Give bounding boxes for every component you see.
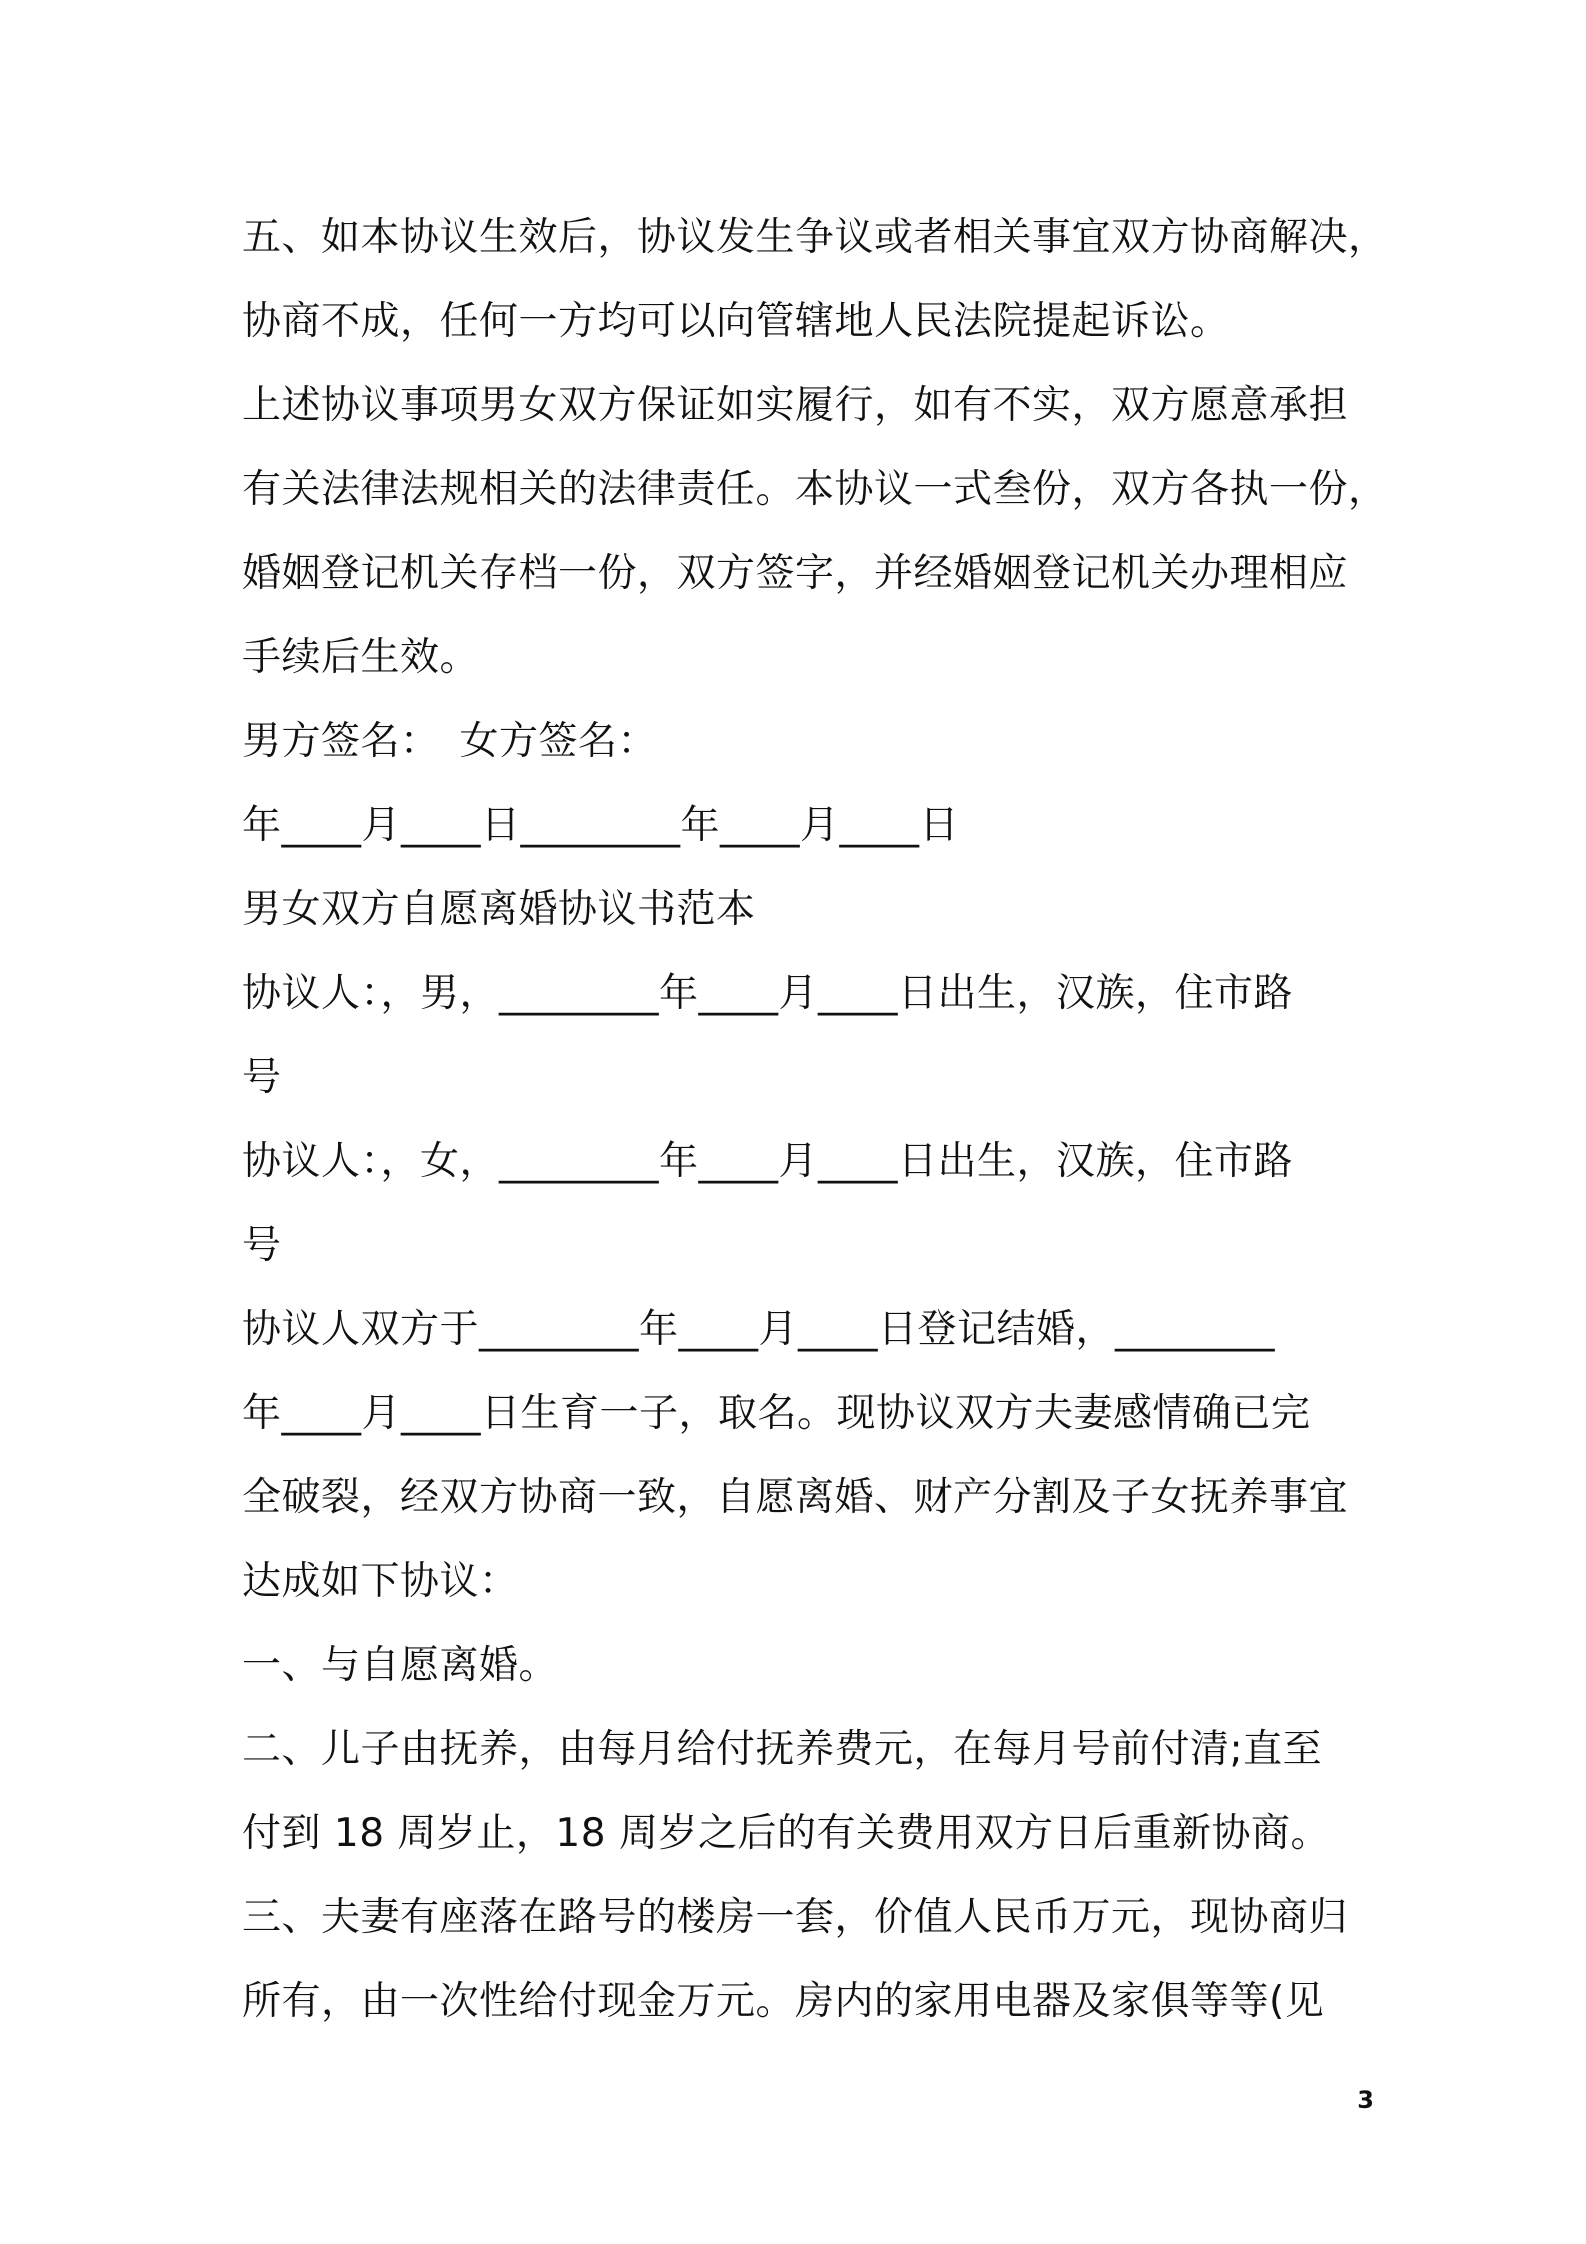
section-title: 男女双方自愿离婚协议书范本	[242, 887, 756, 932]
body-line: 号	[242, 1055, 282, 1100]
body-line: 三、夫妻有座落在路号的楼房一套，价值人民币万元，现协商归	[242, 1895, 1349, 1940]
body-line: 五、如本协议生效后，协议发生争议或者相关事宜双方协商解决，	[242, 215, 1388, 260]
body-line: 年____月____日生育一子，取名。现协议双方夫妻感情确已完	[242, 1391, 1311, 1436]
body-line: 二、儿子由抚养，由每月给付抚养费元，在每月号前付清;直至	[242, 1727, 1323, 1772]
body-line: 付到 18 周岁止，18 周岁之后的有关费用双方日后重新协商。	[242, 1811, 1330, 1856]
body-line: 达成如下协议：	[242, 1559, 519, 1604]
body-line: 协议人双方于________年____月____日登记结婚，________	[242, 1307, 1276, 1352]
body-line: 上述协议事项男女双方保证如实履行，如有不实，双方愿意承担	[242, 383, 1349, 428]
body-line: 协议人：，男，________年____月____日出生，汉族，住市路	[242, 971, 1294, 1016]
body-line: 婚姻登记机关存档一份，双方签字，并经婚姻登记机关办理相应	[242, 551, 1349, 596]
body-line: 一、与自愿离婚。	[242, 1643, 559, 1688]
body-line: 手续后生效。	[242, 635, 480, 680]
signature-line: 男方签名： 女方签名：	[242, 719, 658, 764]
body-line: 协商不成，任何一方均可以向管辖地人民法院提起诉讼。	[242, 299, 1230, 344]
body-line: 号	[242, 1223, 282, 1268]
body-line: 有关法律法规相关的法律责任。本协议一式叁份，双方各执一份，	[242, 467, 1388, 512]
body-line: 协议人：，女，________年____月____日出生，汉族，住市路	[242, 1139, 1294, 1184]
document-body	[242, 196, 1388, 2044]
page-number: 3	[1357, 2086, 1374, 2114]
body-line: 所有，由一次性给付现金万元。房内的家用电器及家俱等等(见	[242, 1979, 1325, 2024]
body-line: 全破裂，经双方协商一致，自愿离婚、财产分割及子女抚养事宜	[242, 1475, 1349, 1520]
date-line: 年____月____日________年____月____日	[242, 803, 960, 848]
